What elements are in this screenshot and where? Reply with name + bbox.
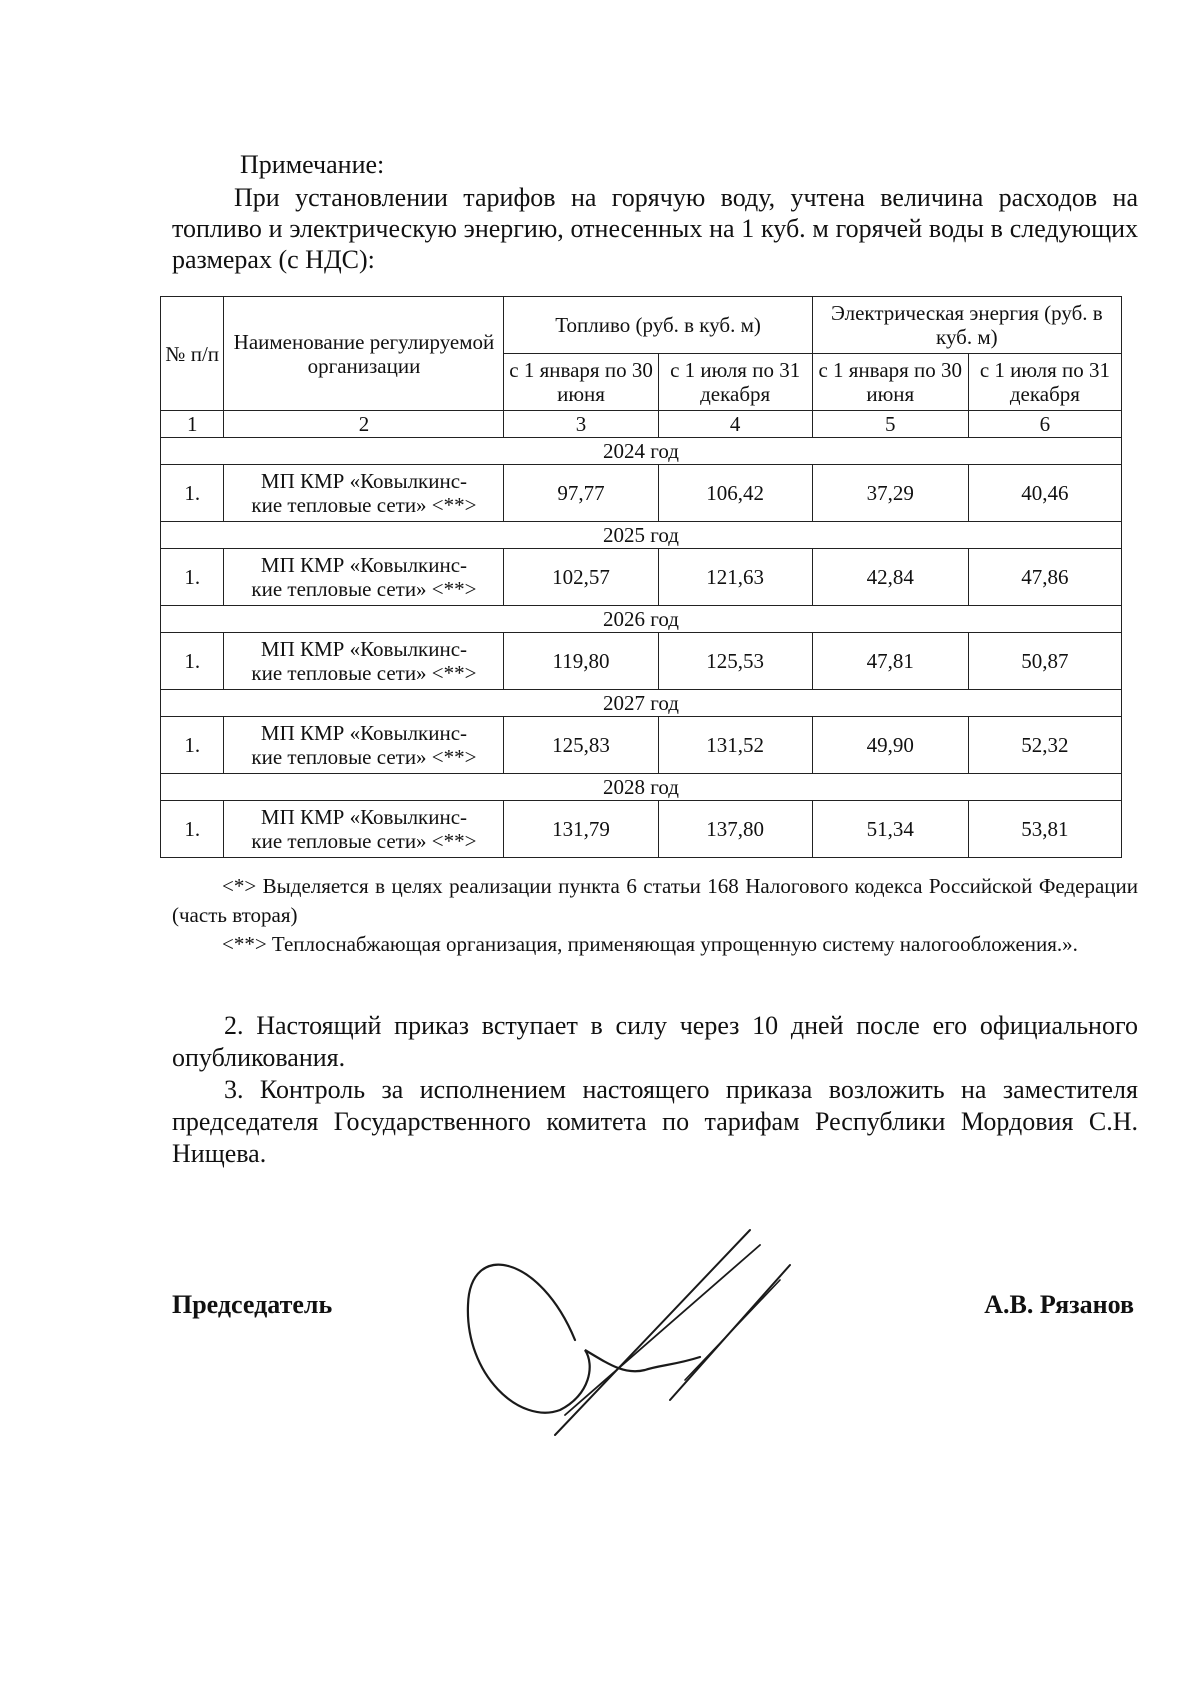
footnotes bbox=[172, 872, 1138, 959]
fuel-jul-dec-value: 106,42 bbox=[658, 465, 812, 522]
energy-jan-jun-value: 42,84 bbox=[812, 549, 968, 606]
column-number: 6 bbox=[968, 411, 1121, 438]
table-row bbox=[161, 717, 1122, 774]
year-label: 2027 год bbox=[161, 690, 1122, 717]
org-name bbox=[224, 465, 504, 522]
org-name bbox=[224, 717, 504, 774]
column-number-row bbox=[161, 411, 1122, 438]
year-label: 2024 год bbox=[161, 438, 1122, 465]
year-row bbox=[161, 606, 1122, 633]
energy-jan-jun-value: 37,29 bbox=[812, 465, 968, 522]
fuel-jul-dec-value: 137,80 bbox=[658, 801, 812, 858]
year-label: 2025 год bbox=[161, 522, 1122, 549]
table-row bbox=[161, 465, 1122, 522]
org-name-line1: МП КМР «Ковылкинс- bbox=[260, 805, 468, 829]
row-num: 1. bbox=[161, 801, 224, 858]
energy-jan-jun-value: 51,34 bbox=[812, 801, 968, 858]
fuel-jan-jun-value: 102,57 bbox=[504, 549, 658, 606]
table-row bbox=[161, 633, 1122, 690]
column-number: 1 bbox=[161, 411, 224, 438]
year-label: 2028 год bbox=[161, 774, 1122, 801]
org-name-line1: МП КМР «Ковылкинс- bbox=[260, 553, 468, 577]
header-num: № п/п bbox=[161, 297, 224, 411]
year-row bbox=[161, 522, 1122, 549]
table-header-row bbox=[161, 297, 1122, 354]
header-energy-jul-dec: с 1 июля по 31 декабря bbox=[968, 354, 1121, 411]
header-energy-jan-jun: с 1 января по 30 июня bbox=[812, 354, 968, 411]
energy-jul-dec-value: 53,81 bbox=[968, 801, 1121, 858]
table-row bbox=[161, 549, 1122, 606]
year-label: 2026 год bbox=[161, 606, 1122, 633]
energy-jul-dec-value: 52,32 bbox=[968, 717, 1121, 774]
energy-jan-jun-value: 47,81 bbox=[812, 633, 968, 690]
org-name-line2: кие тепловые сети» <**> bbox=[251, 829, 477, 853]
energy-jul-dec-value: 40,46 bbox=[968, 465, 1121, 522]
year-row bbox=[161, 438, 1122, 465]
org-name-line2: кие тепловые сети» <**> bbox=[251, 493, 477, 517]
fuel-jan-jun-value: 97,77 bbox=[504, 465, 658, 522]
order-paragraphs bbox=[172, 1010, 1138, 1170]
fuel-jul-dec-value: 125,53 bbox=[658, 633, 812, 690]
header-name: Наименование регулируемой организации bbox=[224, 297, 504, 411]
row-num: 1. bbox=[161, 633, 224, 690]
header-fuel: Топливо (руб. в куб. м) bbox=[504, 297, 812, 354]
column-number: 4 bbox=[658, 411, 812, 438]
column-number: 5 bbox=[812, 411, 968, 438]
year-row bbox=[161, 774, 1122, 801]
signatory-name: А.В. Рязанов bbox=[984, 1290, 1134, 1319]
fuel-jan-jun-value: 119,80 bbox=[504, 633, 658, 690]
org-name-line1: МП КМР «Ковылкинс- bbox=[260, 637, 468, 661]
footnote-vat: <*> Выделяется в целях реализации пункта 6 статьи 168 Налогового кодекса Российской Федерации (часть вторая) bbox=[172, 874, 1138, 927]
column-number: 2 bbox=[224, 411, 504, 438]
paragraph-2: 2. Настоящий приказ вступает в силу через 10 дней после его официального опубликования. bbox=[172, 1011, 1138, 1072]
energy-jul-dec-value: 47,86 bbox=[968, 549, 1121, 606]
footnote-simplified-tax: <**> Теплоснабжающая организация, применяющая упрощенную систему налогообложения.». bbox=[222, 932, 1078, 956]
fuel-jan-jun-value: 131,79 bbox=[504, 801, 658, 858]
tariff-table bbox=[160, 296, 1122, 858]
org-name-line2: кие тепловые сети» <**> bbox=[251, 661, 477, 685]
org-name-line2: кие тепловые сети» <**> bbox=[251, 577, 477, 601]
row-num: 1. bbox=[161, 465, 224, 522]
org-name-line2: кие тепловые сети» <**> bbox=[251, 745, 477, 769]
year-row bbox=[161, 690, 1122, 717]
fuel-jul-dec-value: 121,63 bbox=[658, 549, 812, 606]
signatory-title: Председатель bbox=[172, 1290, 333, 1319]
row-num: 1. bbox=[161, 549, 224, 606]
energy-jul-dec-value: 50,87 bbox=[968, 633, 1121, 690]
note-title: Примечание: bbox=[240, 150, 385, 179]
header-fuel-jan-jun: с 1 января по 30 июня bbox=[504, 354, 658, 411]
fuel-jul-dec-value: 131,52 bbox=[658, 717, 812, 774]
fuel-jan-jun-value: 125,83 bbox=[504, 717, 658, 774]
org-name bbox=[224, 801, 504, 858]
note-body: При установлении тарифов на горячую воду, учтена величина расходов на топливо и электрическую энергию, отнесенных на 1 куб. м горячей воды в следующих размерах (с НДС): bbox=[172, 183, 1138, 274]
header-energy: Электрическая энергия (руб. в куб. м) bbox=[812, 297, 1121, 354]
paragraph-3: 3. Контроль за исполнением настоящего приказа возложить на заместителя председателя Государственного комитета по тарифам Республики Мордовия С.Н. Нищева. bbox=[172, 1075, 1138, 1168]
org-name-line1: МП КМР «Ковылкинс- bbox=[260, 469, 468, 493]
org-name bbox=[224, 549, 504, 606]
column-number: 3 bbox=[504, 411, 658, 438]
table-row bbox=[161, 801, 1122, 858]
row-num: 1. bbox=[161, 717, 224, 774]
handwritten-signature bbox=[460, 1225, 820, 1440]
org-name bbox=[224, 633, 504, 690]
org-name-line1: МП КМР «Ковылкинс- bbox=[260, 721, 468, 745]
energy-jan-jun-value: 49,90 bbox=[812, 717, 968, 774]
header-fuel-jul-dec: с 1 июля по 31 декабря bbox=[658, 354, 812, 411]
